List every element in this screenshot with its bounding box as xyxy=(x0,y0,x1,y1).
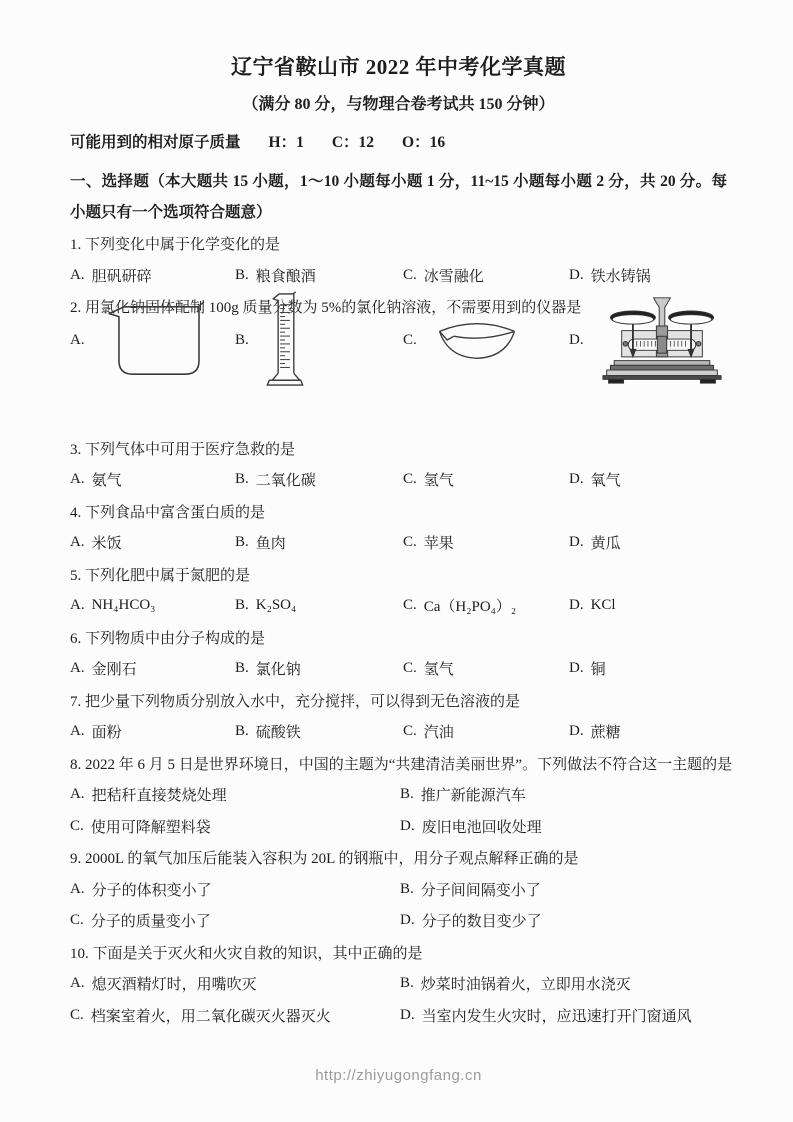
options-row xyxy=(70,779,727,842)
question-block xyxy=(70,842,727,937)
atomic-mass-c: C：12 xyxy=(331,134,375,151)
option-text: 黄瓜 xyxy=(590,536,621,553)
balance-icon-holder xyxy=(601,295,723,385)
option-label: A. xyxy=(70,471,85,488)
option-label: C. xyxy=(403,534,417,551)
atomic-mass-o: O：16 xyxy=(402,134,446,151)
question-block xyxy=(70,748,733,843)
option-text: 熄灭酒精灯时，用嘴吹灭 xyxy=(91,977,257,994)
option xyxy=(70,879,400,900)
questions-list xyxy=(70,228,733,1031)
question-text: 3. 下列气体中可用于医疗急救的是 xyxy=(70,441,296,458)
option-text: 分子间间隔变小了 xyxy=(420,882,541,899)
option-label: A. xyxy=(70,597,85,614)
option xyxy=(403,469,569,490)
option xyxy=(70,816,400,837)
option-label: D. xyxy=(569,471,584,488)
option-label: D. xyxy=(400,912,415,929)
question-text: 10. 下面是关于灭火和火灾自救的知识，其中正确的是 xyxy=(70,945,423,962)
option xyxy=(403,532,569,553)
option xyxy=(400,1005,727,1026)
option xyxy=(403,721,569,742)
option-label: D. xyxy=(569,660,584,677)
question-text: 9. 2000L 的氧气加压后能装入容积为 20L 的钢瓶中，用分子观点解释正确的是 xyxy=(70,851,579,868)
option-text: NH₄HCO₃ xyxy=(91,597,156,614)
option-text: 面粉 xyxy=(91,725,122,742)
option xyxy=(569,469,727,490)
equipment-options-row xyxy=(70,325,727,429)
section-header: 一、选择题（本大题共 15 小题，1～10 小题每小题 1 分，11~15 小题每小题 2 分，共 20 分。每小题只有一个选项符合题意） xyxy=(70,173,727,221)
option-label: B. xyxy=(235,266,249,283)
option xyxy=(569,658,727,679)
question-block xyxy=(70,559,727,622)
option-text: 把秸秆直接焚烧处理 xyxy=(91,788,227,805)
option-label: B. xyxy=(400,786,414,803)
option-label: A. xyxy=(70,331,85,348)
options-row xyxy=(70,874,727,937)
option-text: 铜 xyxy=(590,662,606,679)
option-label: A. xyxy=(70,786,85,803)
option-label: D. xyxy=(569,723,584,740)
atomic-mass-h: H：1 xyxy=(268,134,304,151)
option xyxy=(70,597,235,614)
option-label: A. xyxy=(70,266,85,283)
option-label: D. xyxy=(569,597,584,614)
option-label: D. xyxy=(400,817,415,834)
option-text: 氧气 xyxy=(590,473,621,490)
option-label: B. xyxy=(400,975,414,992)
option-label: B. xyxy=(235,597,249,614)
option-label: A. xyxy=(70,534,85,551)
options-row xyxy=(70,464,727,496)
options-row xyxy=(70,590,727,622)
option-text: 分子的质量变小了 xyxy=(90,914,211,931)
question-block xyxy=(70,228,727,291)
option xyxy=(400,879,727,900)
options-row xyxy=(70,260,727,292)
option xyxy=(235,597,403,614)
option-label: C. xyxy=(403,331,417,348)
option-label: B. xyxy=(400,880,414,897)
option-label: D. xyxy=(400,1006,415,1023)
beaker-icon-holder xyxy=(102,299,215,381)
options-row xyxy=(70,527,727,559)
option-label: D. xyxy=(569,266,584,283)
option-text: 分子的数目变少了 xyxy=(421,914,542,931)
option-label: B. xyxy=(235,471,249,488)
option xyxy=(235,532,403,553)
option xyxy=(235,291,403,389)
question-text: 1. 下列变化中属于化学变化的是 xyxy=(70,237,281,254)
option xyxy=(569,295,727,385)
option-text: 粮食酿酒 xyxy=(255,268,316,285)
option-label: C. xyxy=(70,912,84,929)
question-text: 2. 用氯化钠固体配制 100g 质量分数为 5%的氯化钠溶液，不需要用到的仪器是 xyxy=(70,300,582,317)
option-label: C. xyxy=(403,723,417,740)
option xyxy=(569,721,727,742)
option-text: 金刚石 xyxy=(91,662,137,679)
question-text: 8. 2022 年 6 月 5 日是世界环境日，中国的主题为“共建清洁美丽世界”。下列做法不符合这一主题的是 xyxy=(70,756,733,773)
graduated-cylinder-icon-holder xyxy=(266,291,304,389)
page-title: 辽宁省鞍山市 2022 年中考化学真题 xyxy=(231,55,566,79)
option xyxy=(400,784,727,805)
option-label: D. xyxy=(569,534,584,551)
question-block xyxy=(70,496,727,559)
option xyxy=(400,973,727,994)
question-block xyxy=(70,291,727,429)
option xyxy=(70,658,235,679)
option-label: A. xyxy=(70,723,85,740)
question-text: 5. 下列化肥中属于氮肥的是 xyxy=(70,567,251,584)
beaker-icon xyxy=(102,299,215,381)
option-text: 汽油 xyxy=(423,725,454,742)
question-text: 7. 把少量下列物质分别放入水中，充分搅拌，可以得到无色溶液的是 xyxy=(70,693,521,710)
option xyxy=(403,315,569,365)
question-block xyxy=(70,685,727,748)
option-label: A. xyxy=(70,660,85,677)
option-text: 氢气 xyxy=(423,662,454,679)
option xyxy=(569,265,727,286)
option-label: C. xyxy=(70,817,84,834)
footer-watermark: http://zhiyugongfang.cn xyxy=(315,1067,482,1084)
option xyxy=(70,1005,400,1026)
question-text: 6. 下列物质中由分子构成的是 xyxy=(70,630,266,647)
option-text: 氢气 xyxy=(423,473,454,490)
option-text: 铁水铸锅 xyxy=(590,268,651,285)
option-label: C. xyxy=(403,471,417,488)
graduated-cylinder-icon xyxy=(266,291,304,389)
option xyxy=(403,265,569,286)
option-label: A. xyxy=(70,975,85,992)
option-text: 苹果 xyxy=(423,536,454,553)
option-label: C. xyxy=(403,660,417,677)
option-label: D. xyxy=(569,331,584,348)
option-text: K₂SO₄ xyxy=(255,597,297,614)
option-label: B. xyxy=(235,660,249,677)
atomic-mass-line xyxy=(70,130,727,156)
option xyxy=(400,910,727,931)
option-text: 胆矾研碎 xyxy=(91,268,152,285)
question-block xyxy=(70,433,727,496)
option-label: C. xyxy=(403,266,417,283)
option xyxy=(70,299,235,381)
option-text: 蔗糖 xyxy=(590,725,621,742)
option-text: 使用可降解塑料袋 xyxy=(90,819,211,836)
option-text: 鱼肉 xyxy=(255,536,286,553)
option xyxy=(400,816,727,837)
option-text: 炒菜时油锅着火，立即用水浇灭 xyxy=(420,977,631,994)
option-text: 推广新能源汽车 xyxy=(420,788,526,805)
option xyxy=(235,469,403,490)
options-row xyxy=(70,716,727,748)
option xyxy=(70,973,400,994)
option-label: B. xyxy=(235,534,249,551)
option xyxy=(569,532,727,553)
option-text: Ca（H₂PO₄）₂ xyxy=(423,599,517,616)
question-block xyxy=(70,622,727,685)
question-block xyxy=(70,937,727,1032)
option-text: 冰雪融化 xyxy=(423,268,484,285)
options-row xyxy=(70,968,727,1031)
option-text: 硫酸铁 xyxy=(255,725,301,742)
option-text: 氯化钠 xyxy=(255,662,301,679)
option xyxy=(70,784,400,805)
exam-subtitle: （满分 80 分，与物理合卷考试共 150 分钟） xyxy=(242,96,555,113)
option-label: B. xyxy=(235,331,249,348)
option-text: 二氧化碳 xyxy=(255,473,316,490)
option-text: 废旧电池回收处理 xyxy=(421,819,542,836)
option-text: 分子的体积变小了 xyxy=(91,882,212,899)
question-text: 4. 下列食品中富含蛋白质的是 xyxy=(70,504,266,521)
options-row xyxy=(70,653,727,685)
option xyxy=(70,469,235,490)
evaporating-dish-icon-holder xyxy=(434,315,520,365)
atomic-mass-prefix: 可能用到的相对原子质量 xyxy=(70,134,241,151)
option-label: A. xyxy=(70,880,85,897)
option xyxy=(235,721,403,742)
option xyxy=(403,658,569,679)
option xyxy=(70,910,400,931)
option-text: KCl xyxy=(590,597,616,614)
option xyxy=(403,595,569,616)
option-text: 氨气 xyxy=(91,473,122,490)
balance-icon xyxy=(601,295,723,385)
option xyxy=(235,658,403,679)
option-label: C. xyxy=(70,1006,84,1023)
option-text: 当室内发生火灾时，应迅速打开门窗通风 xyxy=(421,1008,692,1025)
option-label: C. xyxy=(403,597,417,614)
option xyxy=(70,265,235,286)
option-label: B. xyxy=(235,723,249,740)
option xyxy=(70,532,235,553)
evaporating-dish-icon xyxy=(434,315,520,365)
option-text: 米饭 xyxy=(91,536,122,553)
option xyxy=(235,265,403,286)
option xyxy=(569,597,727,614)
option-text: 档案室着火，用二氧化碳灭火器灭火 xyxy=(90,1008,331,1025)
option xyxy=(70,721,235,742)
